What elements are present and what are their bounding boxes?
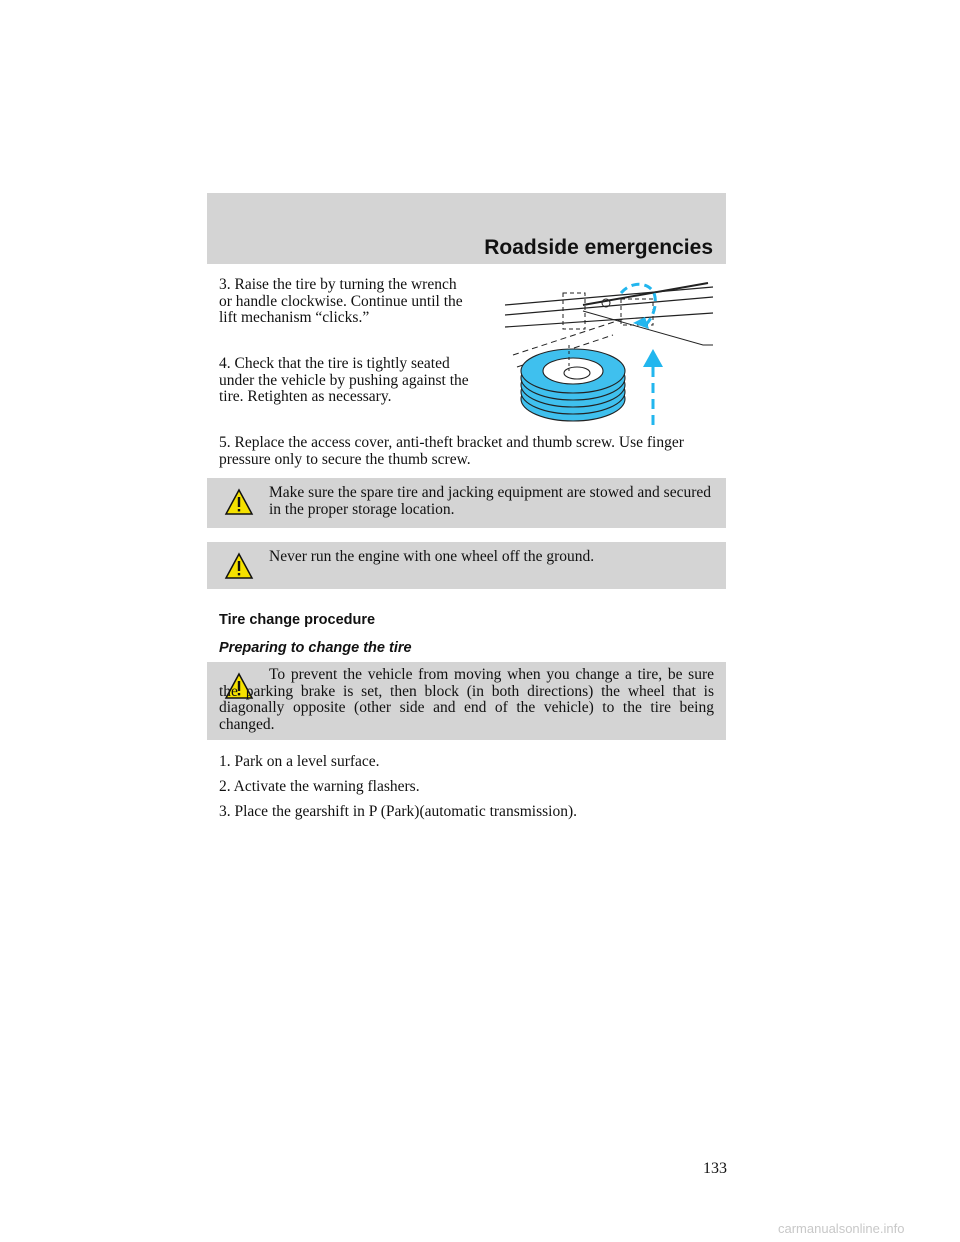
- prep-step-2: 2. Activate the warning flashers.: [219, 778, 420, 795]
- prep-step-1: 1. Park on a level surface.: [219, 753, 380, 770]
- page-number: 133: [703, 1160, 727, 1177]
- watermark: carmanualsonline.info: [778, 1221, 905, 1236]
- warning-box-prevent-moving: [207, 662, 726, 740]
- subheading-preparing: Preparing to change the tire: [219, 640, 412, 656]
- section-header-band: [207, 193, 726, 264]
- section-heading-tire-change: Tire change procedure: [219, 612, 376, 628]
- warning-text-stow-equipment: Make sure the spare tire and jacking equipment are stowed and secured in the proper storage location.: [269, 484, 712, 518]
- step-3-raise-tire: 3. Raise the tire by turning the wrench or handle clockwise. Continue until the lift mechanism “clicks.”: [219, 276, 463, 326]
- warning-text-engine: Never run the engine with one wheel off the ground.: [269, 548, 595, 565]
- warning-box-engine: [207, 542, 726, 589]
- warning-text-prevent-moving: To prevent the vehicle from moving when you change a tire, be sure the parking brake is set, then block (in both directions) the wheel that is diagonally opposite (other side and end of the vehicle) to the tire being changed.: [219, 666, 714, 733]
- prep-step-3: 3. Place the gearshift in P (Park)(automatic transmission).: [219, 803, 577, 820]
- warning-triangle-icon: [224, 488, 254, 516]
- step-4-check-tire: 4. Check that the tire is tightly seated under the vehicle by pushing against the tire. Retighten as necessary.: [219, 355, 469, 405]
- step-5-replace-cover: 5. Replace the access cover, anti-theft bracket and thumb screw. Use finger pressure only to secure the thumb screw.: [219, 434, 684, 468]
- section-title: Roadside emergencies: [484, 236, 713, 259]
- warning-triangle-icon: [224, 552, 254, 580]
- warning-box-stow-equipment: [207, 478, 726, 528]
- spare-tire-lift-illustration: [503, 275, 718, 425]
